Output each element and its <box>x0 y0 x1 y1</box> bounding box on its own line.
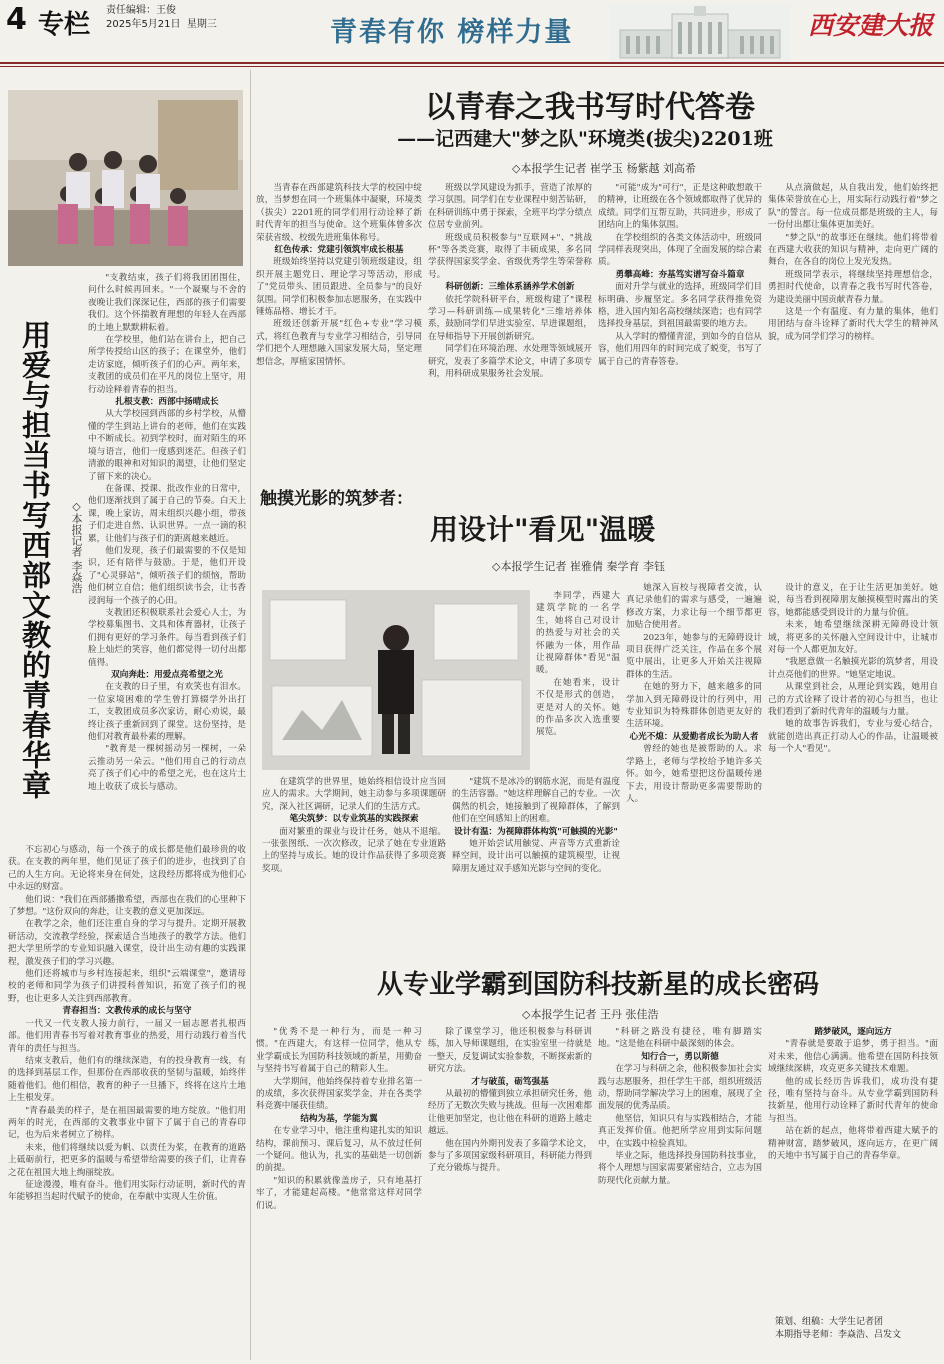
story1-subhead-1: 红色传承：党建引领筑牢成长根基 <box>274 245 404 256</box>
story1-title: 以青春之我书写时代答卷 <box>425 90 755 125</box>
left-subhead-3: 青春担当：文教传承的成长与坚守 <box>62 1006 192 1017</box>
story3-column-3: "科研之路没有捷径，唯有脚踏实地。"这是他在科研中最深刻的体会。 知行合一，勇以斯德 在学习与科研之余，他积极参加社会实践与志愿服务，担任学生干部，组织班级活动，帮助同学解决学习上的困难，展现了全面发展的优秀品质。 他坚信，知识只有与实践相结合，才能真正发挥价值。他把所学应用到实际问题中，在实践中检验真知。 毕业之际，他选择投身国防科技事业，将个人理想与国家需要紧密结合，立志为国防现代化贡献力量。 <box>598 1027 762 1186</box>
story3-byline: ◇本报学生记者 王丹 张佳浩 <box>522 1008 659 1021</box>
left-story-title: 用爱与担当书写西部文教的青春华章 <box>18 320 52 800</box>
masthead-rule-thin <box>0 66 944 67</box>
story1-subhead-2: 科研创新：三维体系涵养学术创新 <box>445 282 575 293</box>
issue-meta <box>106 4 217 32</box>
story2-kicker: 触摸光影的筑梦者： <box>260 489 413 509</box>
story3-column-4: 踏梦破风，逐向远方 "青春就是要敢于追梦，勇于担当。"面对未来，他信心满满。他希望在国防科技领域继续深耕，攻克更多关键技术难题。 他的成长经历告诉我们，成功没有捷径，唯有坚持与奋斗。从专业学霸到国防科技新星，他用行动诠释了新时代青年的使命与担当。 站在新的起点，他将带着西建大赋予的精神财富，踏梦破风，逐向远方，在更广阔的天地中书写属于自己的青春华章。 <box>768 1027 938 1162</box>
story2-column-2: "建筑不是冰冷的钢筋水泥，而是有温度的生活容器。"她这样理解自己的专业。一次偶然的机会，她接触到了视障群体，了解到他们在空间感知上的困难。 设计有温：为视障群体构筑"可触摸的光影" 她开始尝试用触觉、声音等方式重新诠释空间，设计出可以触摸的建筑模型，让视障朋友通过双手感知光影与空间的变化。 <box>452 777 620 874</box>
story1-subtitle: ——记西建大"梦之队"环境类(拔尖)2201班 <box>397 128 773 150</box>
newspaper-logo: 西安建大报 <box>808 11 934 40</box>
credits-advisors: 本期指导老师：李焱浩、吕发文 <box>775 1330 902 1340</box>
story2-byline: ◇本报学生记者 崔雅倩 秦学育 李钰 <box>492 560 665 573</box>
story2-subhead-2: 设计有温：为视障群体构筑"可触摸的光影" <box>454 826 618 837</box>
story3-column-1: "优秀不是一种行为，而是一种习惯。"在西建大，有这样一位同学，他从专业学霸成长为国防科技领域的新星，用勤奋与坚持书写着属于自己的精彩人生。 大学期间，他始终保持着专业排名第一的成绩，多次获得国家奖学金，并在各类学科竞赛中屡获佳绩。 结构为基，学能为翼 在专业学习中，他注重构建扎实的知识结构，课前预习、课后复习，从不放过任何一个疑问。他认为，扎实的基础是一切创新的前提。 "知识的积累就像盖房子，只有地基打牢了，才能建起高楼。"他常常这样对同学们说。 <box>256 1027 422 1211</box>
story3-subhead-4: 踏梦破风，逐向远方 <box>814 1027 892 1037</box>
story2-column-wrap: 李同学，西建大建筑学院的一名学生，她将自己对设计的热爱与对社会的关怀融为一体，用作品让视障群体"看见"温暖。 在她看来，设计不仅是形式的创造，更是对人的关怀。她的作品多次入选重要展览。 <box>536 591 620 738</box>
issue-weekday: 星期三 <box>186 19 217 30</box>
story2-column-4: 设计的意义，在于让生活更加美好。她说，每当看到视障朋友触摸模型时露出的笑容，她都能感受到设计的力量与价值。 未来，她希望继续深耕无障碍设计领域，将更多的关怀融入空间设计中，让城市对每一个人都更加友好。 "我愿意做一名触摸光影的筑梦者，用设计点亮他们的世界。"她坚定地说。 从课堂到社会，从理论到实践，她用自己的方式诠释了设计者的初心与担当，也让我们看到了新时代青年的温暖与力量。 她的故事告诉我们，专业与爱心结合，就能创造出真正打动人心的作品，让温暖被每一个人"看见"。 <box>768 583 938 755</box>
section-name: 专栏 <box>38 10 91 40</box>
story3-subhead-2: 才与破茧，砺笃强基 <box>471 1076 549 1087</box>
story1-column-1: 当青春在西部建筑科技大学的校园中绽放，当梦想在同一个班集体中凝聚，环境类（拔尖）2201班的同学们用行动诠释了新时代青年的担当与使命。这个班集体曾多次荣获省级、校级先进班集体称号。 红色传承：党建引领筑牢成长根基 班级始终坚持以党建引领班级建设，组织开展主题党日、理论学习等活动，形成了"党员带头、团员跟进、全员参与"的良好氛围。同学们积极参加志愿服务，在实践中锤炼品格、增长才干。 班级还创新开展"红色+专业"学习模式，将红色教育与专业学习相结合，引导同学们把个人理想融入国家发展大局，坚定理想信念，厚植家国情怀。 <box>256 183 422 367</box>
left-story-byline: ◇本报记者 李焱浩 <box>70 500 83 594</box>
story1-column-3: "可能"成为"可行"，正是这种敢想敢干的精神，让班级在各个领域都取得了优异的成绩。同学们互帮互助，共同进步，形成了团结向上的集体氛围。 在学校组织的各类文体活动中，班级同学同样表现突出，体现了全面发展的综合素质。 勇攀高峰：夯基笃实谱写奋斗篇章 面对升学与就业的选择，班级同学们目标明确、步履坚定。多名同学获得推免资格，进入国内知名高校继续深造；也有同学选择投身基层，到祖国最需要的地方去。 从入学时的懵懂青涩，到如今的自信从容，他们用四年的时间完成了蜕变，书写了属于自己的青春答卷。 <box>598 183 762 367</box>
story2-title: 用设计"看见"温暖 <box>430 513 656 546</box>
story1-column-2: 班级以学风建设为抓手，营造了浓厚的学习氛围。同学们在专业课程中刻苦钻研，在科研训练中勇于探索，全班平均学分绩点位居专业前列。 班级成员积极参与"互联网+"、"挑战杯"等各类竞赛，取得了丰硕成果，多名同学获得国家奖学金、省级优秀学生等荣誉称号。 科研创新：三维体系涵养学术创新 依托学院科研平台，班级构建了"课程学习—科研训练—成果转化"三维培养体系，鼓励同学们早进实验室、早进课题组，在导师指导下开展创新研究。 同学们在环境治理、水处理等领域展开研究，发表了多篇学术论文，申请了多项专利，用科研成果服务社会发展。 <box>428 183 592 380</box>
story2-column-1: 在建筑学的世界里，她始终相信设计应当回应人的需求。大学期间，她主动参与多项课题研究，深入社区调研，记录人们的生活方式。 笔尖筑梦：以专业筑基的实践探索 面对繁重的课业与设计任务，她从不退缩。一张张图纸、一次次修改，记录了她在专业道路上的坚持与成长。她的设计作品获得了多项竞赛奖项。 <box>262 777 446 874</box>
story3-subhead-3: 知行合一，勇以斯德 <box>641 1051 719 1062</box>
story3-subhead-1: 结构为基，学能为翼 <box>300 1113 378 1124</box>
editor-credit: 责任编辑：王俊 <box>106 5 176 16</box>
column-divider <box>250 70 251 1360</box>
story1-subhead-3: 勇攀高峰：夯基笃实谱写奋斗篇章 <box>615 269 745 280</box>
left-story-column-bottom: 不忘初心与感动，每一个孩子的成长都是他们最珍贵的收获。在支教的两年里，他们见证了孩子们的进步，也找到了自己的人生方向。无论将来身在何处，这段经历都将成为他们心中永远的财富。 他们说："我们在西部播撒希望，西部也在我们的心里种下了梦想。"这份双向的奔赴，让支教的意义更加深远。 在教学之余，他们还注重自身的学习与提升。定期开展教研活动，交流教学经验，探索适合当地孩子的教学方法。他们把大学里所学的专业知识融入课堂，设计出生动有趣的实践课程，激发孩子们的学习兴趣。 他们还将城市与乡村连接起来，组织"云端课堂"，邀请母校的老师和同学为孩子们讲授科普知识，拓宽了孩子们的视野，也让更多人关注到西部教育。 青春担当：文教传承的成长与坚守 一代又一代支教人接力前行，一届又一届志愿者扎根西部。他们用青春书写着对教育事业的热爱，用行动践行着当代青年的责任与担当。 结束支教后，他们有的继续深造，有的投身教育一线，有的选择到基层工作，但那份在西部收获的坚韧与温暖，始终伴随着他们。他们相信，教育的种子一旦播下，终将在这片土地上生根发芽。 "青春最美的样子，是在祖国最需要的地方绽放。"他们用两年的时光，在西部的文教事业中留下了属于自己的青春印记，也为后来者树立了榜样。 未来，他们将继续以爱为帆、以责任为桨，在教育的道路上砥砺前行，把更多的温暖与希望带给需要的孩子们，让青春之花在祖国大地上绚丽绽放。 征途漫漫，唯有奋斗。他们用实际行动证明，新时代的青年能够担当起时代赋予的使命，在奉献中实现人生价值。 <box>8 845 246 1203</box>
story1-column-4: 从点滴做起，从自我出发，他们始终把集体荣誉放在心上，用实际行动践行着"梦之队"的誓言。每一位成员都是班级的主人，每一份付出都让集体更加美好。 "梦之队"的故事还在继续。他们将带着在西建大收获的知识与精神，走向更广阔的舞台，在各自的岗位上发光发热。 班级同学表示，将继续坚持理想信念，勇担时代使命，以青春之我书写时代答卷，为建设美丽中国贡献青春力量。 这是一个有温度、有力量的集体，他们用团结与奋斗诠释了新时代大学生的精神风貌，成为同学们学习的榜样。 <box>768 183 938 342</box>
masthead-rule <box>0 62 944 64</box>
page-credits <box>775 1316 901 1342</box>
left-story-column-top: "支教结束，孩子们将我团团围住，问什么时候再回来。"一个凝聚与不舍的夜晚让我们深深记住，西部的孩子们需要我们。这个怀揣教育理想的年轻人在西部的土地上默默耕耘着。 在学校里，他们站在讲台上，把自己所学传授给山区的孩子；在课堂外，他们走访家庭，倾听孩子们的心声。两年来，支教团的成员们在平凡的岗位上坚守，用行动诠释着青春的担当。 扎根支教：西部中扬晴成长 从大学校园到西部的乡村学校，从懵懂的学生到站上讲台的老师，他们在实践中不断成长。初到学校时，面对陌生的环境与语言，他们一度感到迷茫。但孩子们清澈的眼神和对知识的渴望，让他们坚定了留下来的决心。 在备课、授课、批改作业的日常中，他们逐渐找到了属于自己的节奏。白天上课，晚上家访，周末组织兴趣小组，带孩子们走进自然、认识世界。一点一滴的积累，让他们与孩子们的距离越来越近。 他们发现，孩子们最需要的不仅是知识，还有陪伴与鼓励。于是，他们开设了"心灵驿站"，倾听孩子们的烦恼，帮助他们树立自信；他们组织读书会，让书香浸润每一个孩子的心田。 支教团还积极联系社会爱心人士，为学校募集图书、文具和体育器材，让孩子们拥有更好的学习条件。每当看到孩子们脸上灿烂的笑容，他们都觉得一切付出都值得。 双向奔赴：用爱点亮希望之光 在支教的日子里，有欢笑也有泪水。一位家境困难的学生曾打算辍学外出打工，支教团成员多次家访，耐心劝说，最终让孩子重新回到了课堂。这份坚持，是他们对教育最朴素的理解。 "教育是一棵树摇动另一棵树，一朵云推动另一朵云。"他们用自己的行动点亮了孩子们心中的希望之光，也在这片土地上收获了成长与感动。 <box>88 273 246 792</box>
story2-column-3: 她深入盲校与视障者交流，认真记录他们的需求与感受，一遍遍修改方案，力求让每一个细节都更加贴合使用者。 2023年，她参与的无障碍设计项目获得广泛关注，作品在多个展览中展出，让更多人开始关注视障群体的生活。 在她的努力下，越来越多的同学加入到无障碍设计的行列中，用专业知识为特殊群体创造更友好的生活环境。 心光不熄：从爱勤者成长为助人者 曾经的她也是被帮助的人。求学路上，老师与学校给予她许多关怀。如今，她希望把这份温暖传递下去，用设计帮助更多需要帮助的人。 <box>626 583 762 804</box>
story3-title: 从专业学霸到国防科技新星的成长密码 <box>376 970 819 1000</box>
page-banner: 青春有你 榜样力量 <box>330 17 574 48</box>
left-subhead-1: 扎根支教：西部中扬晴成长 <box>115 397 219 408</box>
story2-subhead-3: 心光不熄：从爱勤者成长为助人者 <box>629 731 759 742</box>
page-number: 4 <box>6 2 27 37</box>
credits-planning: 策划、组稿：大学生记者团 <box>775 1317 884 1327</box>
story3-column-2: 除了课堂学习，他还积极参与科研训练，加入导师课题组，在实验室里一待就是一整天，反复调试实验参数，不断探索新的研究方法。 才与破茧，砺笃强基 从最初的懵懂到独立承担研究任务，他经历了无数次失败与挑战。但每一次困难都让他更加坚定，也让他在科研的道路上越走越远。 他在国内外期刊发表了多篇学术论文，参与了多项国家级科研项目，科研能力得到了充分锻炼与提升。 <box>428 1027 592 1174</box>
issue-date: 2025年5月21日 <box>106 19 181 30</box>
campus-building-illustration <box>610 4 790 62</box>
designer-photo <box>262 590 530 770</box>
group-photo <box>8 90 243 266</box>
left-subhead-2: 双向奔赴：用爱点亮希望之光 <box>111 670 223 680</box>
story2-subhead-1: 笔尖筑梦：以专业筑基的实践探索 <box>289 814 419 825</box>
story1-byline: ◇本报学生记者 崔学玉 杨紫越 刘高希 <box>512 162 696 175</box>
